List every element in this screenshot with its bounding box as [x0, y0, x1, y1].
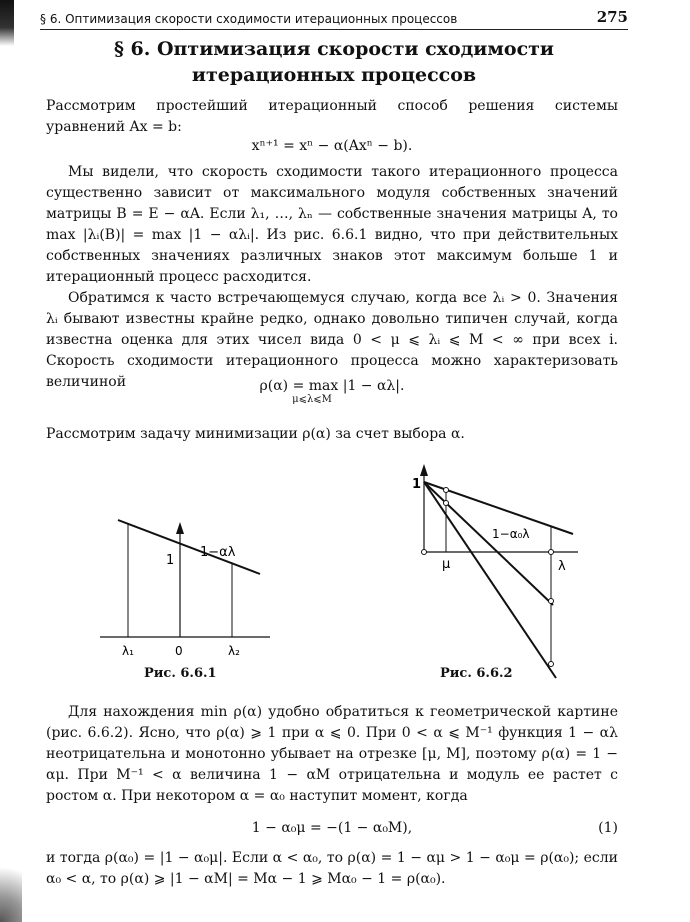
fig1-y-arrow [176, 522, 184, 534]
fig1-caption: Рис. 6.6.1 [144, 666, 217, 681]
equation-1-number: (1) [598, 820, 618, 836]
scan-artifact-bottom [0, 852, 22, 922]
fig2-origin-dot [422, 550, 427, 555]
iteration-formula: xⁿ⁺¹ = xⁿ − α(Axⁿ − b). [251, 138, 413, 154]
fig2-line-steep [424, 482, 556, 678]
paragraph-minimization: Рассмотрим задачу минимизации ρ(α) за счет выбора α. [46, 426, 465, 442]
rho-formula-text: ρ(α) = max |1 − αλ|. [259, 378, 405, 394]
paragraph-conclusion: и тогда ρ(α₀) = |1 − α₀μ|. Если α < α₀, то ρ(α) = 1 − αμ > 1 − α₀μ = ρ(α₀); если α₀ < α, то ρ(α) ⩾ |1 − αM| = Mα − 1 ⩾ Mα₀ − 1 = ρ(α₀). [46, 850, 618, 887]
fig2-label-one: 1 [412, 477, 422, 492]
fig2-y-arrow [420, 464, 428, 476]
fig1-line [118, 520, 260, 574]
fig1-tick-l2: λ₂ [228, 644, 240, 658]
fig2-tick-mu: μ [442, 557, 451, 572]
page-number: 275 [596, 8, 628, 26]
fig1-tick-0: 0 [175, 644, 183, 658]
section-title [40, 36, 628, 88]
rho-formula-subscript: μ⩽λ⩽M [292, 394, 332, 405]
section-title-line1: § 6. Оптимизация скорости сходимости [113, 38, 555, 60]
fig2-point-b [444, 501, 449, 506]
equation-1 [46, 820, 618, 836]
running-head [40, 8, 628, 30]
fig2-point-M [549, 550, 554, 555]
fig1-tick-l1: λ₁ [122, 644, 134, 658]
fig2-caption: Рис. 6.6.2 [440, 666, 513, 681]
paragraph-alpha-analysis: Для нахождения min ρ(α) удобно обратиться к геометрической картине (рис. 6.6.2). Ясно, что ρ(α) ⩾ 1 при α ⩽ 0. При 0 < α ⩽ M⁻¹ функция 1 − αλ неотрицательна и монотонно убывает на отрезке [μ, M], поэтому ρ(α) = 1 − αμ. При M⁻¹ < α величина 1 − αM отрицательна и модуль ее растет с ростом α. При некотором α = α₀ наступит момент, когда [46, 704, 618, 804]
rho-formula [46, 378, 618, 405]
fig2-point-c [549, 599, 554, 604]
section-title-line2: итерационных процессов [191, 64, 477, 86]
fig2-point-a [444, 488, 449, 493]
figure-6-6-2 [408, 460, 588, 682]
paragraph-positive-case: Обратимся к часто встречающемуся случаю, когда все λᵢ > 0. Значения λᵢ бывают известны крайне редко, однако довольно типичен случай, когда известна оценка для этих чисел вида 0 < μ ⩽ λᵢ ⩽ M < ∞ при всех i. Скорость сходимости итерационного процесса можно характеризовать величиной [46, 290, 618, 390]
fig2-point-d [549, 662, 554, 667]
paragraph-eigenvalues: Мы видели, что скорость сходимости такого итерационного процесса существенно зависит от максимального модуля собственных значений матрицы B = E − αA. Если λ₁, …, λₙ — собственные значения матрицы A, то max |λᵢ(B)| = max |1 − αλᵢ|. Из рис. 6.6.1 видно, что при действительных собственных значениях различных знаков этот максимум больше 1 и итерационный процесс расходится. [46, 164, 618, 285]
paragraph-intro: Рассмотрим простейший итерационный способ решения системы уравнений Ax = b: [46, 98, 618, 135]
equation-1-text: 1 − α₀μ = −(1 − α₀M), [251, 820, 413, 836]
fig1-label-one: 1 [166, 553, 175, 568]
fig2-tick-lambda: λ [558, 559, 566, 574]
fig2-label-line: 1−α₀λ [492, 527, 530, 541]
scan-artifact-top [0, 0, 14, 46]
fig2-line-alpha0 [424, 482, 553, 605]
running-title: § 6. Оптимизация скорости сходимости итерационных процессов [40, 12, 458, 26]
figure-6-6-1 [100, 512, 280, 662]
fig1-label-line: 1−αλ [200, 545, 236, 560]
